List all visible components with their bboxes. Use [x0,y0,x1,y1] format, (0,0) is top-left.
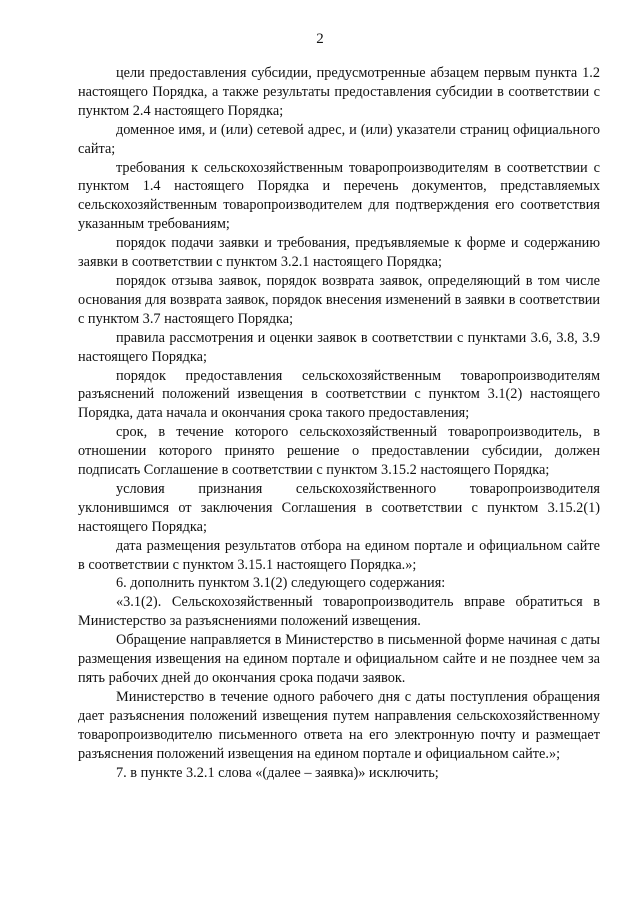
paragraph-ministry-response: Министерство в течение одного рабочего дня с даты поступления обращения дает разъяснения положений извещения путем направления сельскохозяйственному товаропроизводителю письменного ответа на его электронную почту и размещает разъяснения положений извещения на едином портале и официальном сайте.»; [78,688,600,762]
page-number: 2 [316,31,324,47]
paragraph-request-submission: Обращение направляется в Министерство в письменной форме начиная с даты размещения извещения на едином портале и официальном сайте и не позднее чем за пять рабочих дней до окончания срока подачи заявок. [78,632,600,686]
paragraph-clause-3-1-2: «3.1(2). Сельскохозяйственный товаропроизводитель вправе обратиться в Министерство за разъяснениями положений извещения. [78,594,600,630]
paragraph-item-7: 7. в пункте 3.2.1 слова «(далее – заявка)» исключить; [116,764,439,781]
document-body [78,64,600,782]
paragraph-signing-term: срок, в течение которого сельскохозяйственный товаропроизводитель, в отношении которого принято решение о предоставлении субсидии, должен подписать Соглашение в соответствии с пунктом 3.15.2 настоящего Порядка; [78,424,600,479]
paragraph-domain-name: доменное имя, и (или) сетевой адрес, и (или) указатели страниц официального сайта; [78,121,600,157]
paragraph-evasion-conditions: условия признания сельскохозяйственного товаропроизводителя уклонившимся от заключения Соглашения в соответствии с пунктом 3.15.2(1) настоящего Порядка; [78,480,600,535]
paragraph-review-rules: правила рассмотрения и оценки заявок в соответствии с пунктами 3.6, 3.8, 3.9 настоящего Порядка; [78,329,600,365]
paragraph-withdrawal-procedure: порядок отзыва заявок, порядок возврата заявок, определяющий в том числе основания для возврата заявок, порядок внесения изменений в заявки в соответствии с пунктом 3.7 настоящего Порядка; [78,272,600,327]
paragraph-requirements: требования к сельскохозяйственным товаропроизводителям в соответствии с пунктом 1.4 настоящего Порядка и перечень документов, представляемых сельскохозяйственным товаропроизводителем для подтверждения его соответствия указанным требованиям; [78,159,600,233]
paragraph-clarifications-procedure: порядок предоставления сельскохозяйственным товаропроизводителям разъяснений положений извещения в соответствии с пунктом 3.1(2) настоящего Порядка, дата начала и окончания срока такого предоставления; [78,367,600,422]
paragraph-goals: цели предоставления субсидии, предусмотренные абзацем первым пункта 1.2 настоящего Порядка, а также результаты предоставления субсидии в соответствии с пунктом 2.4 настоящего Порядка; [78,65,600,119]
paragraph-item-6: 6. дополнить пунктом 3.1(2) следующего содержания: [116,575,446,592]
paragraph-application-procedure: порядок подачи заявки и требования, предъявляемые к форме и содержанию заявки в соответствии с пунктом 3.2.1 настоящего Порядка; [78,235,600,271]
paragraph-results-date: дата размещения результатов отбора на едином портале и официальном сайте в соответствии с пунктом 3.15.1 настоящего Порядка.»; [78,537,600,573]
